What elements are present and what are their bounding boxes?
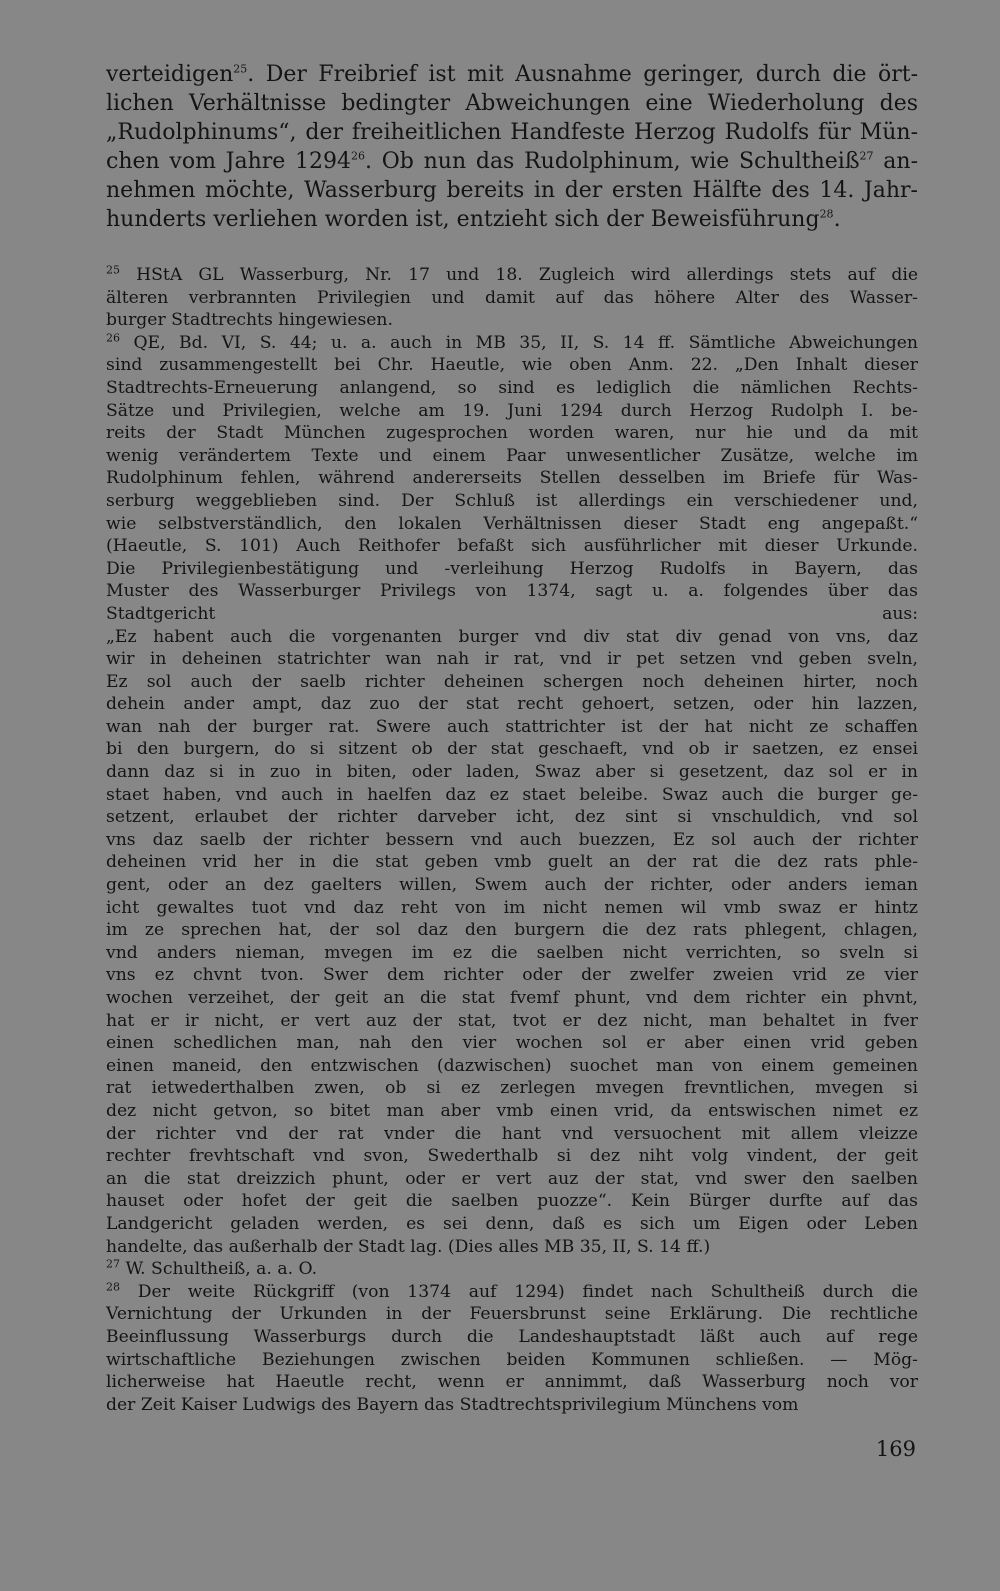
footnote-number: 27 xyxy=(106,1257,120,1271)
footnote-reference: 26 xyxy=(351,149,366,163)
footnote-line: serburg weggeblieben sind. Der Schluß ist allerdings ein verschiedener und, xyxy=(106,490,918,511)
footnote-line: Stadtrechts-Erneuerung anlangend, so sind es lediglich die nämlichen Rechts- xyxy=(106,377,918,398)
footnote-line: (Haeutle, S. 101) Auch Reithofer befaßt sich ausführlicher mit dieser Urkunde. xyxy=(106,536,918,557)
footnote-line: vnd anders nieman, mvegen im ez die saelben nicht verrichten, so sveln si xyxy=(106,942,918,963)
footnote-line: wan nah der burger rat. Swere auch stattrichter ist der hat nicht ze schaffen xyxy=(106,716,918,737)
footnote-line: Die Privilegienbestätigung und -verleihung Herzog Rudolfs in Bayern, das xyxy=(106,558,918,579)
footnote-line: einen maneid, den entzwischen (dazwischen) suochet man von einem gemeinen xyxy=(106,1055,918,1076)
footnote-line: icht gewaltes tuot vnd daz reht von im nicht nemen wil vmb swaz er hintz xyxy=(106,897,918,918)
footnote-line: im ze sprechen hat, der sol daz den burgern die dez rats phlegent, chlagen, xyxy=(106,920,918,941)
footnote-line: Beeinflussung Wasserburgs durch die Landeshauptstadt läßt auch auf rege xyxy=(106,1326,918,1347)
footnote-reference: 27 xyxy=(859,149,874,163)
footnote-line: Muster des Wasserburger Privilegs von 1374, sagt u. a. folgendes über das xyxy=(106,581,918,602)
footnote-line: rechter frevhtschaft vnd svon, Swederthalb si dez niht volg vindent, der geit xyxy=(106,1146,918,1167)
footnote-line: Landgericht geladen werden, es sei denn, daß es sich um Eigen oder Leben xyxy=(106,1213,918,1234)
footnote-line: vns ez chvnt tvon. Swer dem richter oder der zwelfer zweien vrid ze vier xyxy=(106,965,918,986)
footnote-line: licherweise hat Haeutle recht, wenn er annimmt, daß Wasserburg noch vor xyxy=(106,1372,918,1393)
main-text-line: hunderts verliehen worden ist, entzieht sich der Beweisführung$^{28}$. xyxy=(106,207,841,232)
footnote-line: Rudolphinum fehlen, während andererseits Stellen desselben im Briefe für Was- xyxy=(106,468,918,489)
footnote-line: der Zeit Kaiser Ludwigs des Bayern das Stadtrechtsprivilegium Münchens vom xyxy=(106,1394,799,1415)
footnote-line: „Ez habent auch die vorgenanten burger vnd div stat div genad von vns, daz xyxy=(106,626,918,647)
footnote-line: rat ietwederthalben zwen, ob si ez zerlegen mvegen frevntlichen, mvegen si xyxy=(106,1078,918,1099)
footnote-line: Vernichtung der Urkunden in der Feuersbrunst seine Erklärung. Die rechtliche xyxy=(106,1304,918,1325)
footnote-line: hat er ir nicht, er vert auz der stat, tvot er dez nicht, man behaltet in fver xyxy=(106,1010,918,1031)
footnote-line: $^{27}$ W. Schultheiß, a. a. O. xyxy=(106,1257,318,1280)
footnote-line: wochen verzeihet, der geit an die stat fvemf phunt, vnd dem richter ein phvnt, xyxy=(106,988,918,1008)
footnote-number: 28 xyxy=(106,1279,120,1293)
footnote-line: reits der Stadt München zugesprochen worden waren, nur hie und da mit xyxy=(106,423,918,444)
footnote-25 xyxy=(106,264,918,332)
main-text-line: lichen Verhältnisse bedingter Abweichungen eine Wiederholung des xyxy=(106,91,918,116)
footnote-number: 25 xyxy=(106,263,120,277)
footnote-line: wenig verändertem Texte und einem Paar unwesentlicher Zusätze, welche im xyxy=(106,445,918,466)
footnote-line: dann daz si in zuo in biten, oder laden, Swaz aber si gesetzent, daz sol er in xyxy=(106,762,918,783)
footnote-line: Ez sol auch der saelb richter deheinen schergen noch deheinen hirter, noch xyxy=(106,671,918,692)
main-text-paragraph xyxy=(106,60,918,234)
page-number: 169 xyxy=(875,1437,916,1461)
footnote-line: wirtschaftliche Beziehungen zwischen beiden Kommunen schließen. — Mög- xyxy=(106,1349,918,1370)
footnote-line: $^{26}$ QE, Bd. VI, S. 44; u. a. auch in MB 35, II, S. 14 ff. Sämtliche Abweichungen xyxy=(106,331,918,353)
footnote-line: $^{28}$ Der weite Rückgriff (von 1374 auf 1294) findet nach Schultheiß durch die xyxy=(106,1279,919,1302)
footnote-line: hauset oder hofet der geit die saelben puozze“. Kein Bürger durfte auf das xyxy=(106,1191,918,1212)
footnote-27 xyxy=(106,1258,918,1281)
footnote-line: an die stat dreizzich phunt, oder er vert auz der stat, vnd swer den saelben xyxy=(106,1168,918,1189)
footnotes-section xyxy=(106,264,918,1416)
footnote-line: handelte, das außerhalb der Stadt lag. (Dies alles MB 35, II, S. 14 ff.) xyxy=(106,1236,711,1257)
footnote-line: $^{25}$ HStA GL Wasserburg, Nr. 17 und 18. Zugleich wird allerdings stets auf die xyxy=(106,263,918,285)
footnote-number: 26 xyxy=(106,331,120,345)
footnote-line: bi den burgern, do si sitzent ob der stat geschaeft, vnd ob ir saetzen, ez ensei xyxy=(106,739,918,760)
footnote-line: älteren verbrannten Privilegien und damit auf das höhere Alter des Wasser- xyxy=(106,287,918,308)
footnote-line: vns daz saelb der richter bessern vnd auch buezzen, Ez sol auch der richter xyxy=(106,829,918,850)
footnote-line: sind zusammengestellt bei Chr. Haeutle, wie oben Anm. 22. „Den Inhalt dieser xyxy=(106,355,918,376)
footnote-line: der richter vnd der rat vnder die hant vnd versuochent mit allem vleizze xyxy=(106,1123,918,1144)
footnote-line: wir in deheinen statrichter wan nah ir rat, vnd ir pet setzen vnd geben sveln, xyxy=(106,649,918,670)
footnote-line: burger Stadtrechts hingewiesen. xyxy=(106,310,393,331)
footnote-line: dez nicht getvon, so bitet man aber vmb einen vrid, da entswischen nimet ez xyxy=(106,1100,918,1121)
main-text-line: verteidigen$^{25}$. Der Freibrief ist mit Ausnahme geringer, durch die ört- xyxy=(106,62,918,87)
footnote-line: setzent, erlaubet der richter darveber icht, dez sint si vnschuldich, vnd sol xyxy=(106,807,918,828)
footnote-line: Stadtgericht aus: xyxy=(106,603,918,624)
footnote-reference: 25 xyxy=(233,62,248,76)
footnote-line: wie selbstverständlich, den lokalen Verhältnissen dieser Stadt eng angepaßt.“ xyxy=(106,513,918,534)
footnote-26 xyxy=(106,332,918,1258)
footnote-reference: 28 xyxy=(819,207,834,221)
main-text-line: „Rudolphinums“, der freiheitlichen Handfeste Herzog Rudolfs für Mün- xyxy=(106,120,918,145)
footnote-line: Sätze und Privilegien, welche am 19. Juni 1294 durch Herzog Rudolph I. be- xyxy=(106,400,918,421)
main-text-line: chen vom Jahre 1294$^{26}$. Ob nun das Rudolphinum, wie Schultheiß$^{27}$ an- xyxy=(106,149,918,174)
footnote-line: staet haben, vnd auch in haelfen daz ez staet beleibe. Swaz auch die burger ge- xyxy=(106,784,918,805)
footnote-line: gent, oder an dez gaelters willen, Swem auch der richter, oder anders ieman xyxy=(106,875,918,896)
footnote-line: dehein ander ampt, daz zuo der stat recht gehoert, setzen, oder hin lazzen, xyxy=(106,694,918,715)
footnote-28 xyxy=(106,1281,918,1417)
footnote-line: deheinen vrid her in die stat geben vmb guelt an der rat die dez rats phle- xyxy=(106,852,918,873)
footnote-line: einen schedlichen man, nah den vier wochen sol er aber einen vrid geben xyxy=(106,1033,918,1054)
main-text-line: nehmen möchte, Wasserburg bereits in der ersten Hälfte des 14. Jahr- xyxy=(106,178,918,203)
